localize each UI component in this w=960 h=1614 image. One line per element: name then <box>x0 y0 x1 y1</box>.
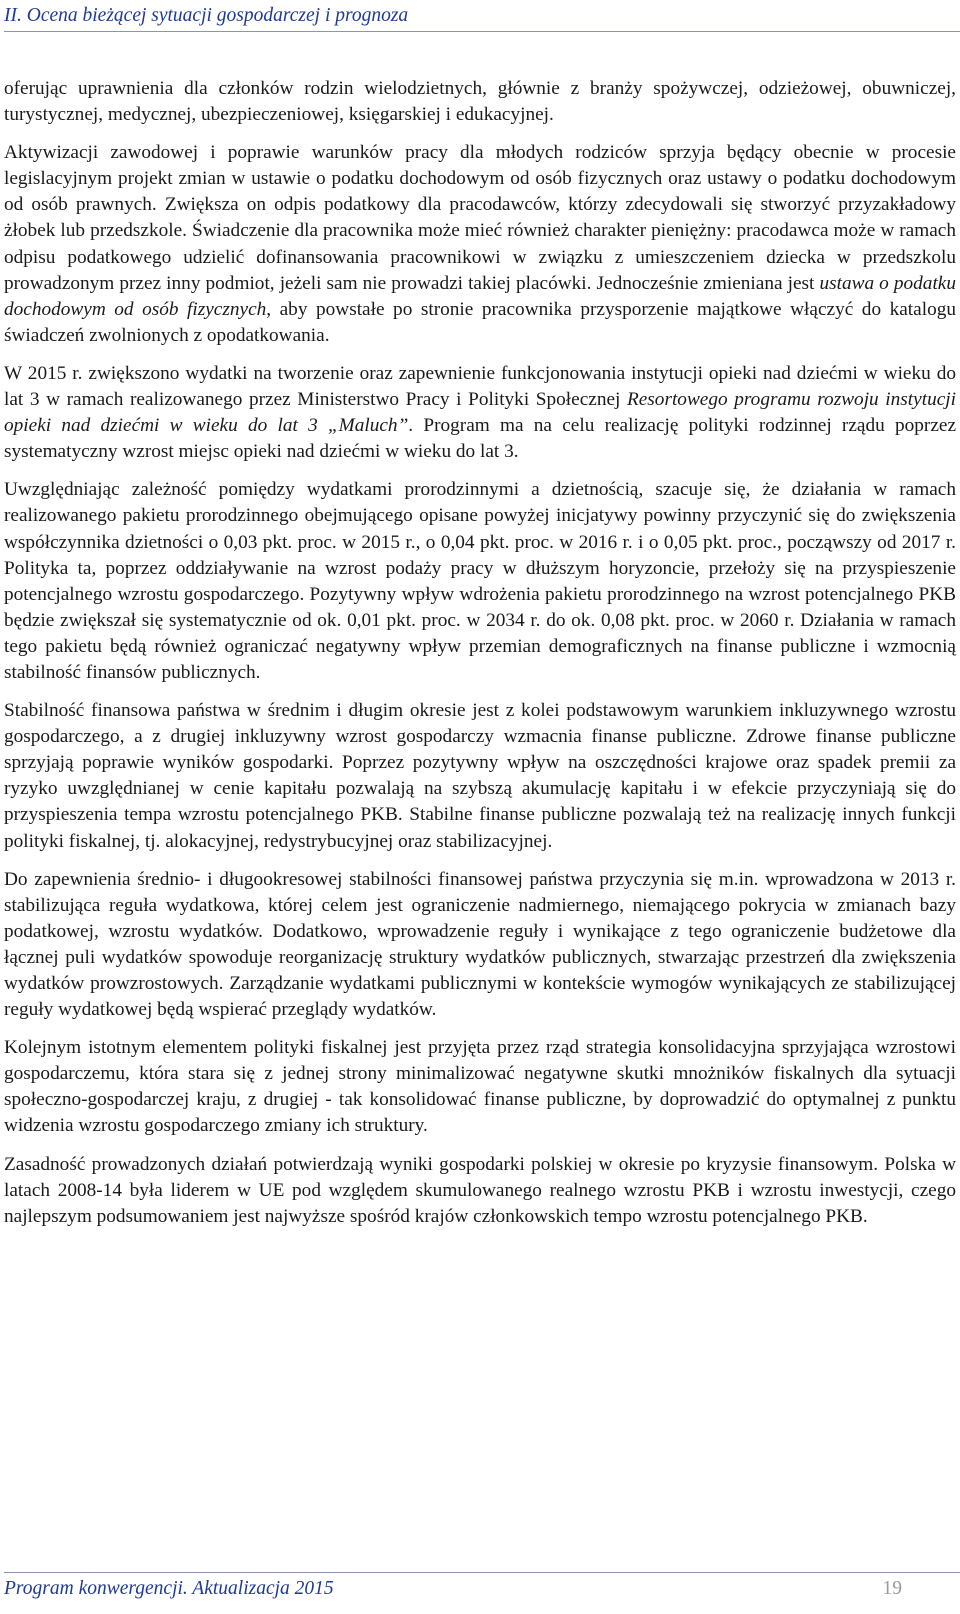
page-header <box>4 2 960 34</box>
paragraph <box>4 361 956 465</box>
paragraph <box>4 1152 956 1230</box>
paragraph <box>4 140 956 349</box>
paragraph-text: , aby powstałe po stronie pracownika przysporzenie majątkowe włączyć do katalogu świadczeń zwolnionych z opodatkowania. <box>4 298 957 346</box>
page-number: 19 <box>882 1578 902 1599</box>
paragraph <box>4 1035 956 1139</box>
paragraph-text: Zasadność prowadzonych działań potwierdzają wyniki gospodarki polskiej w okresie po kryzysie finansowym. Polska w latach 2008-14 była liderem w UE pod względem skumulowanego realnego wzrostu PKB i wzrostu inwestycji, czego najlepszym podsumowaniem jest najwyższe spośród krajów członkowskich tempo wzrostu potencjalnego PKB. <box>4 1153 956 1227</box>
document-body <box>4 76 956 1242</box>
paragraph-text: . Program ma na celu realizację polityki rodzinnej rządu poprzez systematyczny wzrost miejsc opieki nad dziećmi w wieku do lat 3. <box>4 415 957 463</box>
paragraph-italic-text: ustawa o podatku dochodowym od osób fizycznych <box>4 272 956 320</box>
paragraph-text: Stabilność finansowa państwa w średnim i długim okresie jest z kolei podstawowym warunkiem inkluzywnego wzrostu gospodarczego, a z drugiej inkluzywny wzrost gospodarczy wzmacnia finanse publiczne. Zdrowe finanse publiczne sprzyjają poprawie wyników gospodarki. Poprzez pozytywny wpływ na oszczędności krajowe oraz spadek premii za ryzyko uwzględnianej w cenie kapitału pozwalają na szybszą akumulację kapitału i w efekcie przyczyniają się do przyspieszenia tempa wzrostu potencjalnego PKB. Stabilne finanse publiczne pozwalają też na realizację innych funkcji polityki fiskalnej, tj. alokacyjnej, redystrybucyjnej oraz stabilizacyjnej. <box>4 700 956 852</box>
paragraph-text: Aktywizacji zawodowej i poprawie warunków pracy dla młodych rodziców sprzyja będący obecnie w procesie legislacyjnym projekt zmian w ustawie o podatku dochodowym od osób fizycznych oraz ustawy o podatku dochodowym od osób prawnych. Zwiększa on odpis podatkowy dla pracodawców, którzy zdecydowali się stworzyć przyzakładowy żłobek lub przedszkole. Świadczenie dla pracownika może mieć również charakter pieniężny: pracodawca może w ramach odpisu podatkowego udzielić dofinansowania pracownikowi w związku z umieszczeniem dziecka w przedszkolu prowadzonym przez inny podmiot, jeżeli sam nie prowadzi takiej placówki. Jednocześnie zmieniana jest <box>4 142 956 294</box>
paragraph-text: oferując uprawnienia dla członków rodzin wielodzietnych, głównie z branży spożywczej, odzieżowej, obuwniczej, turystycznej, medycznej, ubezpieczeniowej, księgarskiej i edukacyjnej. <box>4 78 956 126</box>
paragraph-text: W 2015 r. zwiększono wydatki na tworzenie oraz zapewnienie funkcjonowania instytucji opieki nad dziećmi w wieku do lat 3 w ramach realizowanego przez Ministerstwo Pracy i Polityki Społecznej <box>4 362 956 411</box>
header-divider <box>4 31 960 32</box>
page-footer <box>4 1572 960 1612</box>
section-title: II. Ocena bieżącej sytuacji gospodarczej i prognoza <box>4 5 409 26</box>
paragraph <box>4 867 956 1024</box>
paragraph-italic-text: Resortowego programu rozwoju instytucji opieki nad dziećmi w wieku do lat 3 „Maluch” <box>4 389 956 437</box>
paragraph-text: Kolejnym istotnym elementem polityki fiskalnej jest przyjęta przez rząd strategia konsolidacyjna sprzyjająca wzrostowi gospodarczemu, która stara się z jednej strony minimalizować negatywne skutki mnożników fiskalnych dla sytuacji społeczno-gospodarczej kraju, z drugiej - tak konsolidować finanse publiczne, by doprowadzić do optymalnej z punktu widzenia wzrostu gospodarczego zmiany ich struktury. <box>4 1037 956 1137</box>
paragraph-text: Do zapewnienia średnio- i długookresowej stabilności finansowej państwa przyczynia się m.in. wprowadzona w 2013 r. stabilizująca reguła wydatkowa, której celem jest ograniczenie nadmiernego, niemającego pokrycia w zmianach bazy podatkowej, wzrostu wydatków. Dodatkowo, wprowadzenie reguły i wynikające z tego ograniczenie budżetowe dla łącznej puli wydatków spowoduje reorganizację struktury wydatków publicznych, stwarzając przestrzeń dla zwiększenia wydatków prowzrostowych. Zarządzanie wydatkami publicznymi w kontekście wymogów wynikających ze stabilizującej reguły wydatkowej będą wspierać przeglądy wydatków. <box>4 868 956 1021</box>
document-title: Program konwergencji. Aktualizacja 2015 <box>4 1578 334 1599</box>
footer-divider <box>4 1572 960 1573</box>
paragraph-text: Uwzględniając zależność pomiędzy wydatkami prorodzinnymi a dzietnością, szacuje się, że działania w ramach realizowanego pakietu prorodzinnego obejmującego opisane powyżej inicjatywy powinny przyczynić się do zwiększenia współczynnika dzietności o 0,03 pkt. proc. w 2015 r., o 0,04 pkt. proc. w 2016 r. i o 0,05 pkt. proc., począwszy od 2017 r. Polityka ta, poprzez oddziaływanie na wzrost podaży pracy w dłuższym horyzoncie, przełoży się na przyspieszenie potencjalnego wzrostu gospodarczego. Pozytywny wpływ wdrożenia pakietu prorodzinnego na wzrost potencjalnego PKB będzie zwiększał się systematycznie od ok. 0,01 pkt. proc. w 2034 r. do ok. 0,08 pkt. proc. w 2060 r. Działania w ramach tego pakietu będą również ograniczać negatywny wpływ przemian demograficznych na finanse publiczne i wzmocnią stabilność finansów publicznych. <box>4 479 956 683</box>
paragraph <box>4 698 956 855</box>
paragraph <box>4 76 956 128</box>
paragraph <box>4 477 956 686</box>
